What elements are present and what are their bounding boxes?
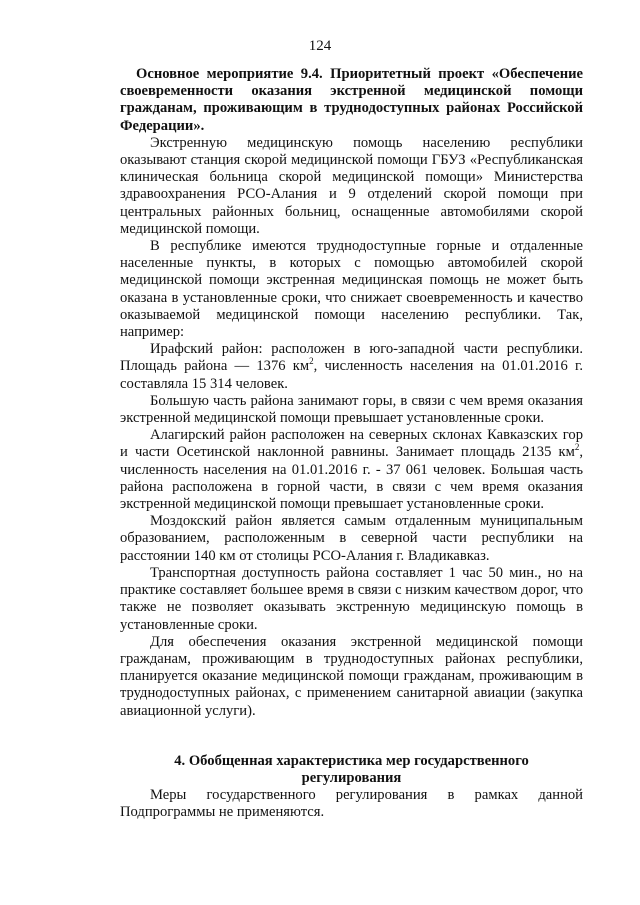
paragraph-mozdoksky: Моздокский район является самым отдаленным муниципальным образованием, расположенным в северной части республики на расстоянии 140 км от столицы РСО-Алания г. Владикавказ. <box>120 513 583 564</box>
paragraph-alagirsky <box>120 427 583 513</box>
alagirsky-sup: 2 <box>574 442 580 453</box>
page-number: 124 <box>308 38 332 54</box>
irafsky-sup: 2 <box>309 356 314 367</box>
paragraph-irafsky-mountains: Большую часть района занимают горы, в связи с чем время оказания экстренной медицинской помощи превышает установленные сроки. <box>120 392 583 427</box>
paragraph-sanitary-aviation: Для обеспечения оказания экстренной медицинской помощи гражданам, проживающим в труднодоступных районах республики, планируется оказание медицинской помощи гражданам, проживающим в труднодоступных районах, с применением санитарной авиации (закупка авиационной услуги). <box>120 633 583 719</box>
paragraph-regulation: Меры государственного регулирования в рамках данной Подпрограммы не применяются. <box>120 787 583 821</box>
paragraph-irafsky <box>120 341 583 393</box>
irafsky-text: Ирафский район: расположен в юго-западной части республики. Площадь района — 1376 км <box>120 341 583 375</box>
paragraph-transport: Транспортная доступность района составляет 1 час 50 мин., но на практике составляет большее время в связи с низким качеством дорог, что также не позволяет оказывать экстренную медицинскую помощь в установленные сроки. <box>120 564 583 633</box>
paragraph-emergency-services: Экстренную медицинскую помощь населению республики оказывают станция скорой медицинской помощи ГБУЗ «Республиканская клиническая больница скорой медицинской помощи» Министерства здравоохранения РСО-Алания и 9 отделений скорой помощи при центральных районных больниц, оснащенные автомобилями скорой медицинской помощи. <box>120 134 583 237</box>
alagirsky-text: Алагирский район расположен на северных склонах Кавказских гор и части Осетинской наклонной равнины. Занимает площадь 2135 км <box>120 427 583 461</box>
document-body <box>120 66 583 822</box>
section-title: 4. Обобщенная характеристика мер государственного регулирования <box>174 752 529 786</box>
irafsky-text-after: , численность населения на 01.01.2016 г. составляла 15 314 человек. <box>120 358 583 392</box>
alagirsky-text-after: , численность населения на 01.01.2016 г. - 37 061 человек. Большая часть района расположена в горной части, в связи с чем время оказания экстренной медицинской помощи превышает установленные сроки. <box>120 444 583 513</box>
paragraph-remote-settlements: В республике имеются труднодоступные горные и отдаленные населенные пункты, в которых с помощью автомобилей скорой медицинской помощи экстренная медицинская помощь не может быть оказана в установленные сроки, что снижает своевременность и качество оказываемой медицинской помощи населению республики. Так, например: <box>120 238 583 341</box>
measure-heading: Основное мероприятие 9.4. Приоритетный проект «Обеспечение своевременности оказания экстренной медицинской помощи гражданам, проживающим в труднодоступных районах Российской Федерации». <box>120 66 583 134</box>
